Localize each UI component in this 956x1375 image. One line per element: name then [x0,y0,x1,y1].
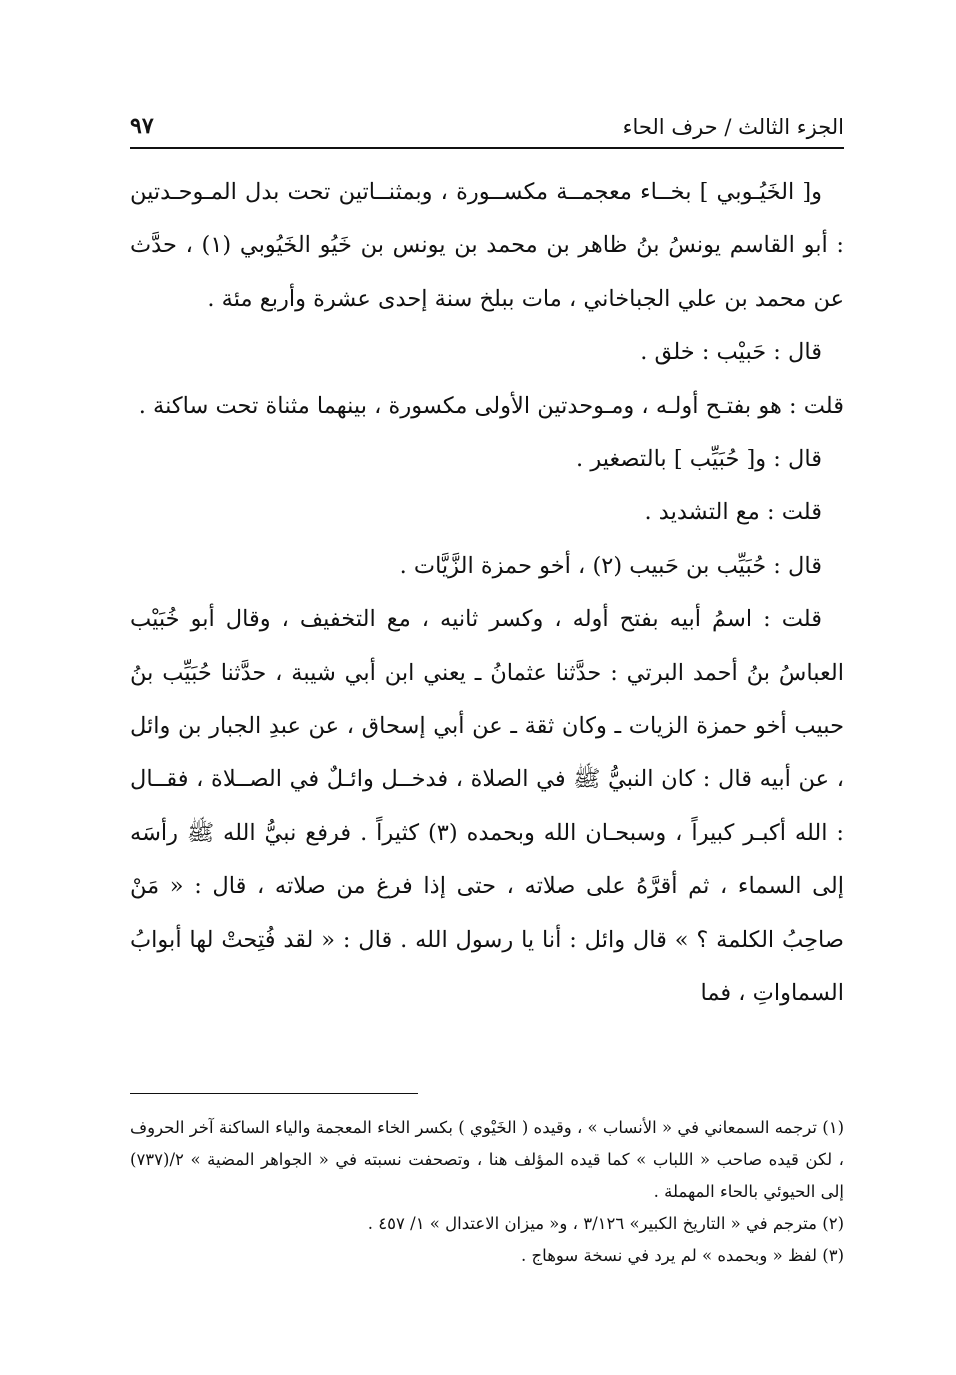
paragraph-hubayyib-ibn-habib: قال : حُبَيِّب بن حَبيب (٢) ، أخو حمزة الزَّيَّات . [399,552,822,579]
main-text [130,166,844,1021]
paragraph-tashdid: قلت : مع التشديد . [644,499,822,526]
paragraph-khayubi: و[ الخَيُـوبي ] بخــاء معجمــة مكســورة ، وبمثنــاتين تحت بدل المـوحـدتين : أبو القاسم يونسُ بنُ ظاهر بن محمد بن يونس بن خَيُو الخَيُوبي (١) ، حدَّث عن محمد بن علي الجباخاني ، مات ببلخ سنة إحدى عشرة وأربع مئة . [130,179,844,312]
page-number: ٩٧ [130,113,154,139]
footnote-2: (٢) مترجم في « التاريخ الكبير» ٣/١٢٦ ، و« ميزان الاعتدال » ١/ ٤٥٧ . [367,1214,844,1233]
book-page [130,0,844,1375]
footnotes [130,1112,844,1272]
footnote-3: (٣) لفظ « وبحمده » لم يرد في نسخة سوهاج . [521,1246,844,1265]
paragraph-habib: قال : حَبيْب : خلق . [640,339,822,366]
running-title: الجزء الثالث / حرف الحاء [622,115,844,139]
footnote-1: (١) ترجمه السمعاني في « الأنساب » ، وقيده ( الخَيْوي ) بكسر الخاء المعجمة والياء الساكنة آخر الحروف ، لكن قيده صاحب « اللباب » كما قيده المؤلف هنا ، وتصحفت نسبته في « الجواهر المضية » ٢/(٧٣٧) إلى الحيوئي بالحاء المهملة . [130,1118,844,1201]
paragraph-comment-1: قلت : هو بفتـح أولـه ، ومـوحدتين الأولى مكسورة ، بينهما مثناة تحت ساكنة . [138,392,844,419]
footnote-rule [130,1093,418,1094]
paragraph-hubayyib: قال : و[ حُبَيِّب ] بالتصغير . [576,446,822,473]
paragraph-hadith: قلت : اسمُ أبيه بفتح أوله ، وكسر ثانيه ، مع التخفيف ، وقال أبو خُبَيْب العباسُ بنُ أحمد البرتي : حدَّثنا عثمانُ ـ يعني ابن أبي شيبة ، حدَّثنا حُبَيِّب بنُ حبيب أخو حمزة الزيات ـ وكان ثقة ـ عن أبي إسحاق ، عن عبدِ الجبار بن وائل ، عن أبيه قال : كان النبيُّ ﷺ في الصلاة ، فدخــل وائـلٌ في الصــلاة ، فقــال : الله أكبـر كبيراً ، وسبحـان الله وبحمده (٣) كثيراً . فرفع نبيُّ الله ﷺ رأسَه إلى السماء ، ثم أقرَّهُ على صلاته ، حتى إذا فرغ من صلاته ، قال : « مَنْ صاحِبُ الكلمة ؟ » قال وائل : أنا يا رسول الله . قال : « لقد فُتِحتْ لها أبوابُ السماواتِ ، فما [130,606,844,1007]
page-header [130,95,844,139]
header-rule [130,147,844,149]
